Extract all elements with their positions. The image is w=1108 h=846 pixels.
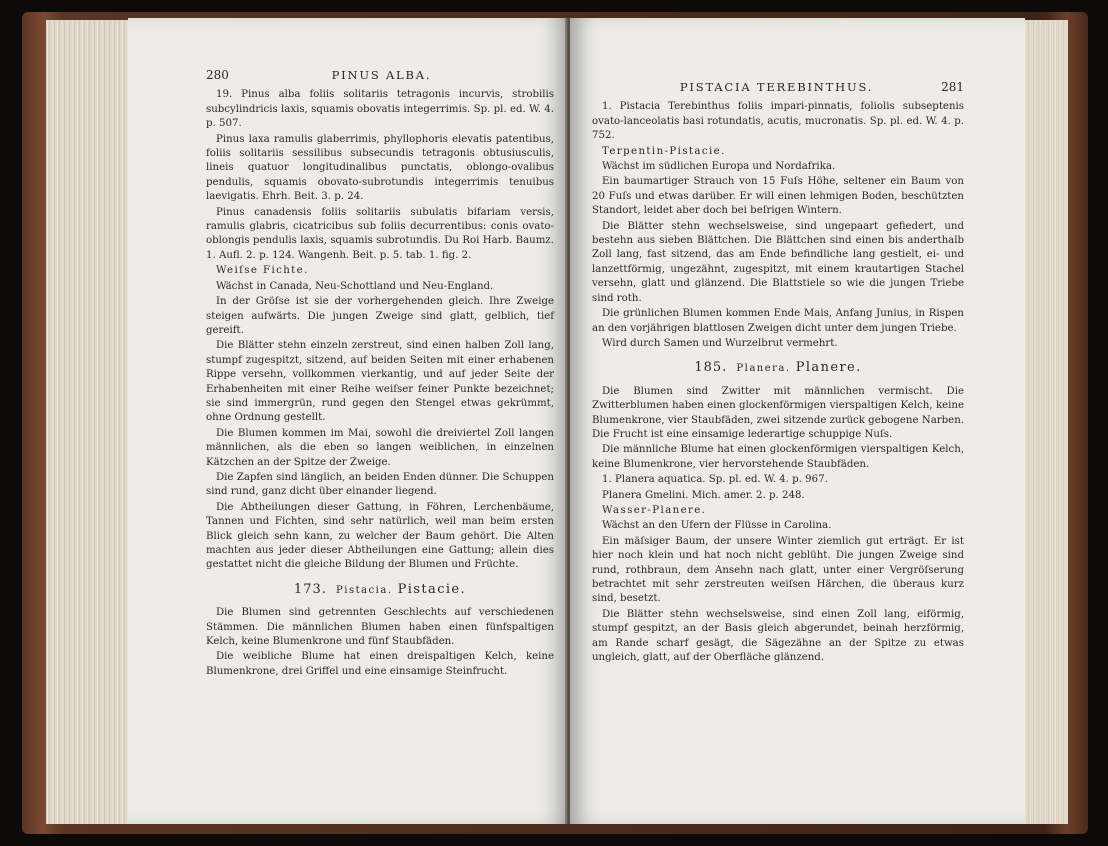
left-page-edges bbox=[46, 20, 132, 824]
paragraph: Wächst in Canada, Neu-Schottland und Neu-England. bbox=[216, 280, 494, 292]
right-running-header bbox=[592, 80, 964, 94]
genus-number: 173. bbox=[293, 581, 327, 597]
genus-german: Pistacie. bbox=[397, 581, 467, 597]
paragraph: Die grünlichen Blumen kommen Ende Mais, Anfang Junius, in Rispen an den vorjährigen blattlosen Zweigen dicht unter dem jungen Triebe. bbox=[592, 308, 964, 334]
genus-german: Planere. bbox=[795, 360, 862, 376]
paragraph: Die Zapfen sind länglich, an beiden Enden dünner. Die Schuppen sind rund, ganz dicht über einander liegend. bbox=[206, 471, 554, 498]
paragraph: 1. Planera aquatica. Sp. pl. ed. W. 4. p. 967. bbox=[602, 474, 828, 486]
genus-latin: Pistacia. bbox=[336, 584, 393, 596]
paragraph: Die Blumen sind getrennten Geschlechts auf verschiedenen Stämmen. Die männlichen Blumen haben einen fünfspaltigen Kelch, keine Blumenkrone und fünf Staubfäden. bbox=[206, 607, 554, 648]
paragraph: Die Blätter stehn wechselsweise, sind einen Zoll lang, eiförmig, stumpf gespitzt, an der Basis gleich abgerundet, beinah herzförmig, am Rande scharf gesägt, die Sägezähne an der Spitze zu etwas ungleich, glatt, auf der Oberfläche glänzend. bbox=[592, 608, 964, 664]
genus-latin: Planera. bbox=[736, 363, 791, 375]
paragraph: 1. Pistacia Terebinthus foliis impari-pinnatis, foliolis subseptenis ovato-lanceolatis basi rotundatis, acutis, mucronatis. Sp. pl. ed. W. 4. p. 752. bbox=[592, 101, 964, 142]
right-page-edges bbox=[1022, 20, 1068, 824]
paragraph: Die Abtheilungen dieser Gattung, in Föhren, Lerchenbäume, Tannen und Fichten, sind sehr natürlich, weil man beim ersten Blick gleich sehn kann, zu welcher der Baum gehört. Die Alten machten aus jeder dieser Abtheilungen eine Gattung; allein dies gestattet nicht die gleiche Bildung der Blumen und Früchte. bbox=[206, 501, 554, 571]
paragraph: Ein mäſsiger Baum, der unsere Winter ziemlich gut erträgt. Er ist hier noch klein und hat noch nicht geblüht. Die jungen Zweige sind rund, rothbraun, dem Ansehn nach glatt, unter einer Vergröſserung betrachtet mit sehr zerstreuten weiſsen Härchen, die überaus kurz sind, besetzt. bbox=[592, 535, 964, 605]
paragraph: Wächst an den Ufern der Flüsse in Carolina. bbox=[602, 520, 832, 532]
right-page bbox=[570, 18, 1025, 824]
left-page bbox=[128, 18, 568, 824]
paragraph: Die Blumen sind Zwitter mit männlichen vermischt. Die Zwitterblumen haben einen glockenförmigen vierspaltigen Kelch, keine Blumenkrone, vier Staubfäden, zwei sitzende zurück gebogene Narben. Die Frucht ist eine einsamige lederartige schuppige Nuſs. bbox=[592, 385, 964, 440]
paragraph: Die weibliche Blume hat einen dreispaltigen Kelch, keine Blumenkrone, drei Griffel und eine einsamige Steinfrucht. bbox=[206, 651, 554, 677]
genus-heading bbox=[206, 583, 554, 598]
paragraph: 19. Pinus alba foliis solitariis tetragonis incurvis, strobilis subcylindricis laxis, squamis obovatis integerrimis. Sp. pl. ed. W. 4. p. 507. bbox=[206, 89, 554, 130]
paragraph: Wächst im südlichen Europa und Nordafrika. bbox=[602, 161, 836, 173]
paragraph: Die männliche Blume hat einen glockenförmigen vierspaltigen Kelch, keine Blumenkrone, vier hervorstehende Staubfäden. bbox=[592, 444, 964, 470]
paragraph: Pinus laxa ramulis glaberrimis, phyllophoris elevatis patentibus, foliis solitariis sessilibus subsecundis tetragonis obtusiusculis, lineis quatuor longitudinalibus punctatis, oblongo-ovalibus pendulis, squamis obovato-subrotundis integerrimis tenuibus laevigatis. Ehrh. Beit. 3. p. 24. bbox=[206, 133, 554, 203]
paragraph: Die Blumen kommen im Mai, sowohl die dreiviertel Zoll langen männlichen, als die eben so langen weiblichen, in einzelnen Kätzchen an der Spitze der Zweige. bbox=[206, 427, 554, 468]
paragraph: In der Gröſse ist sie der vorhergehenden gleich. Ihre Zweige steigen aufwärts. Die jungen Zweige sind glatt, gelblich, tief gereift. bbox=[206, 296, 554, 336]
paragraph: Die Blätter stehn wechselsweise, sind ungepaart gefiedert, und bestehn aus sieben Blättchen. Die Blättchen sind einen bis anderthalb Zoll lang, fast sitzend, das am Ende befindliche lang gestielt, ei- und lanzettförmig, ungezähnt, zugespitzt, mit einem krautartigen Stachel versehn, glatt und glänzend. Die Blattstiele so wie die jungen Triebe sind roth. bbox=[592, 220, 964, 304]
common-name: Weiſse Fichte. bbox=[216, 265, 309, 277]
left-page-content bbox=[206, 68, 554, 680]
paragraph: Wird durch Samen und Wurzelbrut vermehrt. bbox=[602, 337, 838, 349]
left-running-header bbox=[206, 68, 554, 82]
paragraph: Planera Gmelini. Mich. amer. 2. p. 248. bbox=[602, 489, 805, 501]
common-name: Wasser-Planere. bbox=[602, 504, 707, 516]
left-page-number: 280 bbox=[206, 68, 229, 82]
right-page-number: 281 bbox=[941, 80, 964, 94]
genus-heading bbox=[592, 361, 964, 376]
common-name: Terpentin-Pistacie. bbox=[602, 145, 726, 157]
right-page-content bbox=[592, 80, 964, 666]
genus-number: 185. bbox=[694, 360, 728, 376]
paragraph: Pinus canadensis foliis solitariis subulatis bifariam versis, ramulis glabris, cicatricibus sub foliis decurrentibus: conis ovato-oblongis pendulis laxis, squamis subrotundis. Du Roi Harb. Baumz. 1. Aufl. 2. p. 124. Wangenh. Beit. p. 5. tab. 1. fig. 2. bbox=[206, 206, 554, 261]
paragraph: Die Blätter stehn einzeln zerstreut, sind einen halben Zoll lang, stumpf zugespitzt, sitzend, auf beiden Seiten mit einer erhabenen Rippe versehn, vollkommen vierkantig, und auf jeder Seite der Erhabenheiten mit einer Reihe weiſser feiner Punkte bezeichnet; sie sind immergrün, rund gegen den Stengel etwas gekrümmt, ohne Ordnung gestellt. bbox=[206, 340, 554, 424]
paragraph: Ein baumartiger Strauch von 15 Fuſs Höhe, seltener ein Baum von 20 Fuſs und etwas darüber. Er will einen lehmigen Boden, beschützten Standort, leidet aber doch bei beſrigen Wintern. bbox=[592, 176, 964, 217]
left-running-head: PINUS ALBA. bbox=[331, 68, 432, 82]
right-running-head: PISTACIA TEREBINTHUS. bbox=[679, 80, 874, 94]
